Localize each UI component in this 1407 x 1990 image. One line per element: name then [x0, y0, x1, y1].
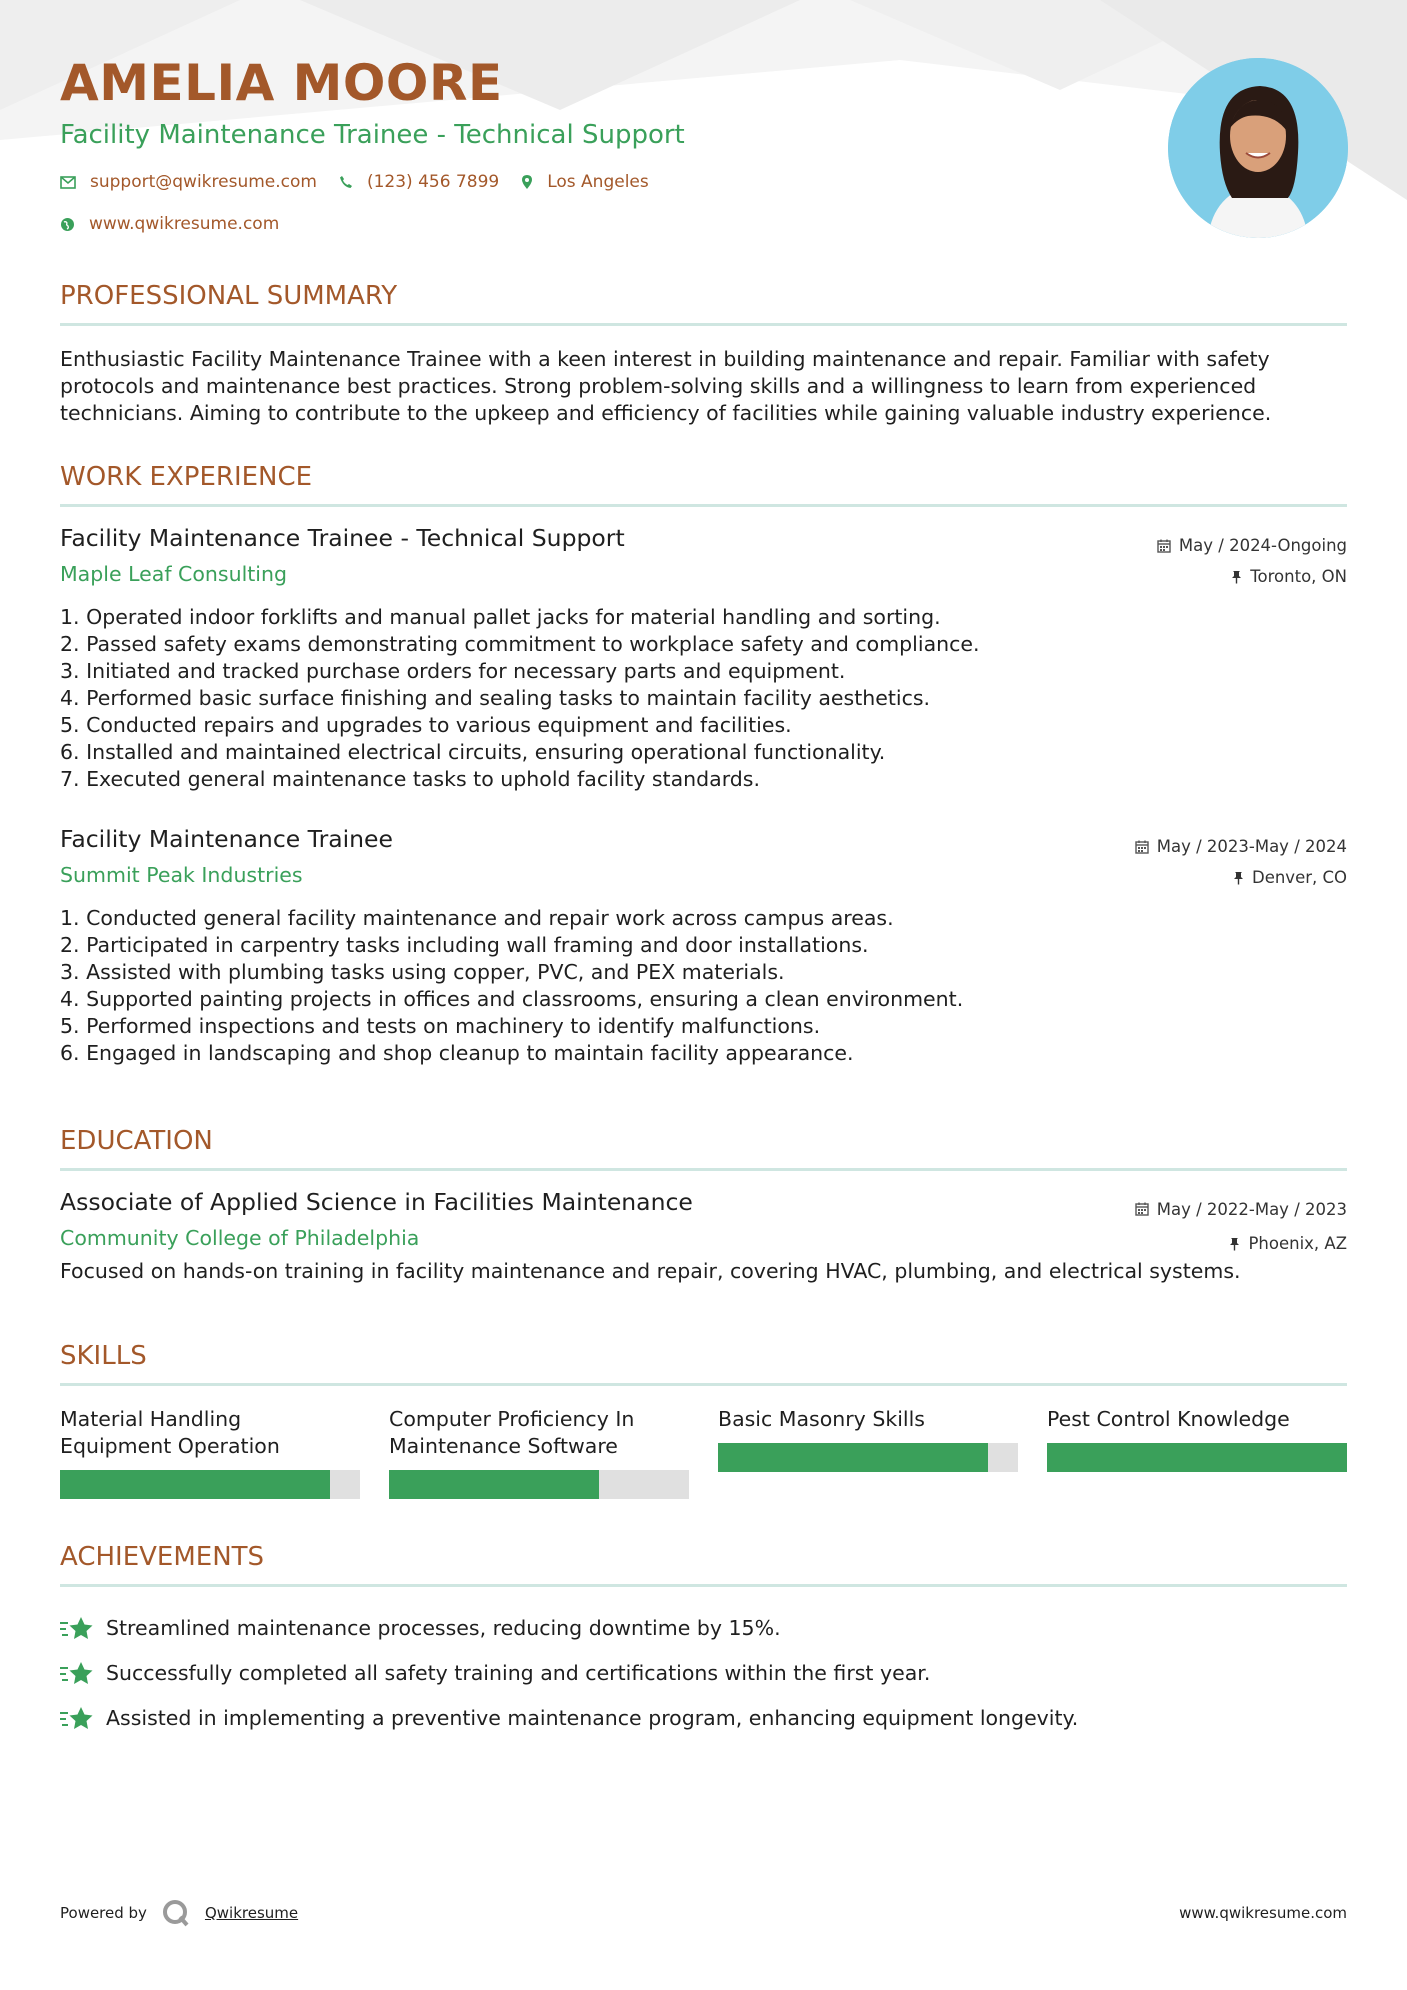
star-icon	[60, 1660, 94, 1686]
experience-heading: WORK EXPERIENCE	[60, 464, 1347, 507]
degree-title: Associate of Applied Science in Facilities Maintenance	[60, 1188, 693, 1216]
job-company: Summit Peak Industries	[60, 863, 303, 887]
skill-bar-fill	[60, 1470, 330, 1499]
calendar-icon	[1157, 539, 1171, 553]
skill-name: Material Handling	[60, 1407, 242, 1431]
calendar-icon	[1135, 1202, 1149, 1216]
list-item: 3. Assisted with plumbing tasks using copper, PVC, and PEX materials.	[60, 960, 785, 984]
skill-name: Pest Control Knowledge	[1047, 1407, 1290, 1431]
skills-list	[60, 1406, 1347, 1499]
skill-bar	[60, 1470, 360, 1499]
job-bullets	[60, 604, 1347, 793]
summary-line: technicians. Aiming to contribute to the upkeep and efficiency of facilities while gaining valuable industry experience.	[60, 401, 1272, 425]
list-item: 5. Performed inspections and tests on machinery to identify malfunctions.	[60, 1014, 821, 1038]
skill-name: Maintenance Software	[389, 1434, 618, 1458]
education-location: Phoenix, AZ	[1248, 1234, 1347, 1253]
contact-row-web	[60, 214, 301, 234]
list-item	[60, 1650, 1347, 1695]
calendar-icon	[1135, 840, 1149, 854]
contact-location	[521, 172, 649, 192]
summary-heading: PROFESSIONAL SUMMARY	[60, 283, 1347, 326]
skill-name: Basic Masonry Skills	[718, 1407, 925, 1431]
skills-section	[60, 1343, 1347, 1499]
list-item: 1. Operated indoor forklifts and manual pallet jacks for material handling and sorting.	[60, 605, 941, 629]
job-title: Facility Maintenance Trainee	[60, 825, 393, 853]
education-meta	[1135, 1190, 1347, 1259]
location-text: Los Angeles	[547, 172, 649, 192]
achievements-list	[60, 1605, 1347, 1740]
globe-icon	[60, 217, 75, 232]
list-item: 6. Installed and maintained electrical circuits, ensuring operational functionality.	[60, 740, 886, 764]
education-heading: EDUCATION	[60, 1128, 1347, 1171]
job-date: May / 2024-Ongoing	[1178, 536, 1347, 555]
contact-email[interactable]	[60, 172, 317, 192]
job-meta	[1135, 831, 1347, 893]
footer	[60, 1898, 1347, 1928]
qwikresume-link[interactable]: Qwikresume	[204, 1904, 299, 1922]
achievements-heading: ACHIEVEMENTS	[60, 1544, 1347, 1587]
skill-name: Equipment Operation	[60, 1434, 280, 1458]
pushpin-icon	[1233, 871, 1244, 885]
achievement-text: Streamlined maintenance processes, reducing downtime by 15%.	[106, 1615, 781, 1640]
list-item: 2. Passed safety exams demonstrating commitment to workplace safety and compliance.	[60, 632, 980, 656]
school-name: Community College of Philadelphia	[60, 1226, 420, 1250]
pushpin-icon	[1229, 1237, 1240, 1251]
phone-text: (123) 456 7899	[366, 172, 500, 192]
education-date: May / 2022-May / 2023	[1156, 1199, 1347, 1219]
contact-row	[60, 172, 671, 192]
achievement-text: Assisted in implementing a preventive maintenance program, enhancing equipment longevity.	[106, 1705, 1079, 1730]
skill-item	[389, 1406, 689, 1499]
education-entry	[60, 1188, 1347, 1285]
summary-line: Enthusiastic Facility Maintenance Trainee with a keen interest in building maintenance and repair. Familiar with safety	[60, 347, 1270, 371]
job-entry	[60, 825, 1347, 1067]
contact-phone[interactable]	[339, 172, 499, 192]
achievements-section	[60, 1544, 1347, 1740]
candidate-name: AMELIA MOORE	[60, 54, 503, 112]
education-section	[60, 1128, 1347, 1171]
envelope-icon	[60, 176, 76, 189]
job-date: May / 2023-May / 2024	[1156, 837, 1347, 856]
map-pin-icon	[521, 174, 533, 190]
phone-icon	[339, 175, 353, 189]
email-text: support@qwikresume.com	[90, 172, 317, 192]
job-entry	[60, 524, 1347, 793]
job-title: Facility Maintenance Trainee - Technical Support	[60, 524, 625, 552]
footer-website[interactable]: www.qwikresume.com	[1179, 1904, 1347, 1922]
list-item: 4. Performed basic surface finishing and sealing tasks to maintain facility aesthetics.	[60, 686, 931, 710]
list-item: 5. Conducted repairs and upgrades to various equipment and facilities.	[60, 713, 792, 737]
list-item	[60, 1605, 1347, 1650]
contact-website[interactable]	[60, 214, 279, 234]
powered-by-label: Powered by	[60, 1904, 147, 1922]
skills-heading: SKILLS	[60, 1343, 1347, 1386]
pushpin-icon	[1231, 570, 1242, 584]
job-company: Maple Leaf Consulting	[60, 562, 288, 586]
skill-bar-fill	[718, 1443, 988, 1472]
list-item: 6. Engaged in landscaping and shop cleanup to maintain facility appearance.	[60, 1041, 854, 1065]
experience-section	[60, 464, 1347, 507]
skill-bar	[389, 1470, 689, 1499]
list-item: 4. Supported painting projects in offices and classrooms, ensuring a clean environment.	[60, 987, 964, 1011]
list-item: 2. Participated in carpentry tasks including wall framing and door installations.	[60, 933, 869, 957]
list-item	[60, 1695, 1347, 1740]
job-location: Toronto, ON	[1250, 567, 1347, 586]
skill-bar-fill	[389, 1470, 599, 1499]
skill-item	[60, 1406, 360, 1499]
profile-photo	[1168, 58, 1348, 238]
summary-line: protocols and maintenance best practices. Strong problem-solving skills and a willingness to learn from experienced	[60, 374, 1257, 398]
education-description: Focused on hands-on training in facility maintenance and repair, covering HVAC, plumbing, and electrical systems.	[60, 1259, 1241, 1283]
candidate-title: Facility Maintenance Trainee - Technical Support	[60, 120, 685, 150]
summary-section	[60, 283, 1347, 427]
skill-bar	[718, 1443, 1018, 1472]
skill-name: Computer Proficiency In	[389, 1407, 635, 1431]
list-item: 7. Executed general maintenance tasks to uphold facility standards.	[60, 767, 760, 791]
list-item: 3. Initiated and tracked purchase orders for necessary parts and equipment.	[60, 659, 846, 683]
skill-item	[718, 1406, 1018, 1499]
achievement-text: Successfully completed all safety training and certifications within the first year.	[106, 1660, 931, 1685]
qwikresume-logo-icon	[161, 1898, 191, 1928]
job-bullets	[60, 905, 1347, 1067]
skill-item	[1047, 1406, 1347, 1499]
job-location: Denver, CO	[1251, 868, 1347, 887]
list-item: 1. Conducted general facility maintenance and repair work across campus areas.	[60, 906, 894, 930]
star-icon	[60, 1615, 94, 1641]
star-icon	[60, 1705, 94, 1731]
skill-bar	[1047, 1443, 1347, 1472]
website-text: www.qwikresume.com	[89, 214, 280, 234]
skill-bar-fill	[1047, 1443, 1347, 1472]
job-meta	[1157, 530, 1347, 592]
avatar	[1168, 58, 1348, 238]
